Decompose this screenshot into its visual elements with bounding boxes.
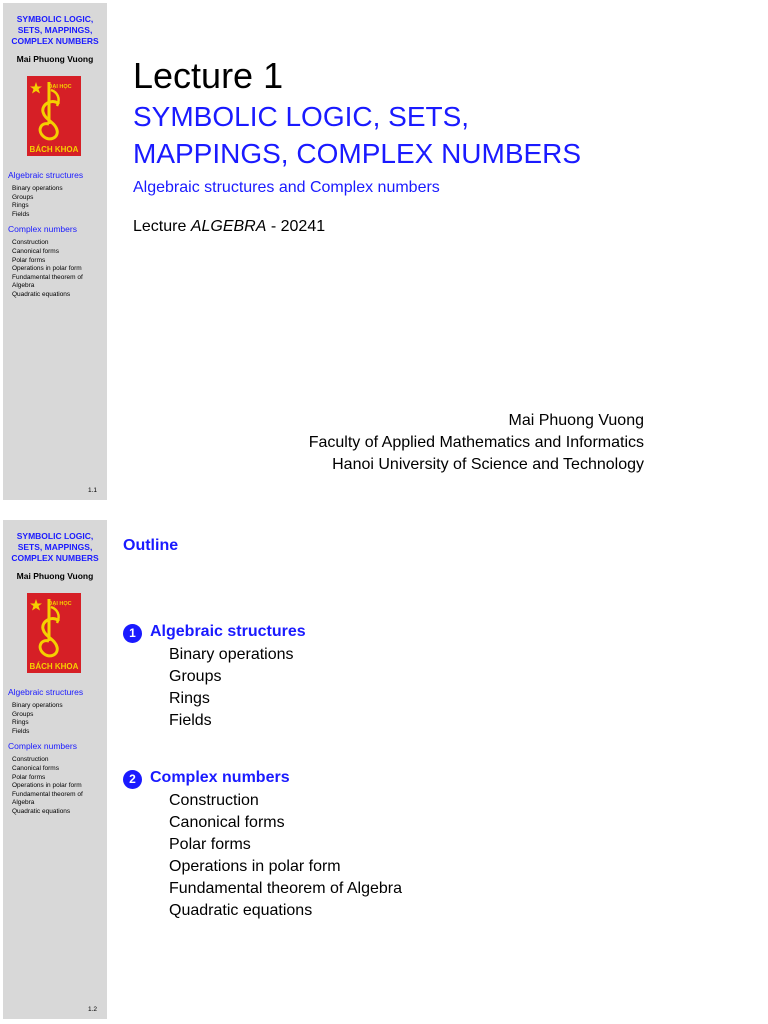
sidebar-title-line: SYMBOLIC LOGIC, [16, 14, 94, 24]
sidebar-nav [8, 169, 104, 300]
sidebar-subitems [8, 185, 104, 219]
sidebar-title-line: SETS, MAPPINGS, [17, 25, 93, 35]
outline-section-label: Complex numbers [150, 769, 290, 786]
outline-title: Outline [123, 537, 179, 554]
sidebar-item-quadratic-equations[interactable]: Quadratic equations [12, 807, 71, 815]
course-prefix: Lecture [133, 218, 191, 235]
logo-text-top: ĐẠI HỌC [48, 84, 72, 90]
page-number: 1.2 [87, 1006, 97, 1013]
sidebar-item-fields[interactable]: Fields [12, 210, 30, 218]
sidebar-item-rings[interactable]: Rings [12, 719, 29, 727]
outline-item-canonical-forms[interactable]: Canonical forms [169, 814, 285, 831]
university-name: Hanoi University of Science and Technology [332, 456, 644, 473]
outline-item-rings[interactable]: Rings [169, 690, 210, 707]
sidebar-section-complex-numbers[interactable]: Complex numbers [8, 741, 77, 752]
sidebar-title [3, 531, 107, 564]
course-line [133, 218, 325, 236]
sidebar-title [3, 14, 107, 47]
university-logo [27, 76, 81, 156]
sidebar-item-canonical-forms[interactable]: Canonical forms [12, 247, 59, 255]
sidebar-section-algebraic-structures[interactable]: Algebraic structures [8, 687, 84, 697]
lecture-subtitle: Algebraic structures and Complex numbers [133, 179, 440, 196]
sidebar-item-fields[interactable]: Fields [12, 727, 30, 735]
outline-item-binary-operations[interactable]: Binary operations [169, 646, 294, 663]
sidebar-item-polar-forms[interactable]: Polar forms [12, 773, 46, 781]
sidebar-item-groups[interactable]: Groups [12, 193, 34, 201]
sidebar-item-quadratic-equations[interactable]: Quadratic equations [12, 290, 71, 298]
outline-items [169, 790, 402, 922]
sidebar-title-line: SETS, MAPPINGS, [17, 542, 93, 552]
outline-item-fields[interactable]: Fields [169, 712, 212, 729]
outline-item-quadratic-equations[interactable]: Quadratic equations [169, 902, 313, 919]
sidebar-section-complex-numbers[interactable]: Complex numbers [8, 224, 77, 235]
outline-item-operations-polar[interactable]: Operations in polar form [169, 858, 341, 875]
sidebar-subitems [8, 756, 104, 816]
sidebar-item-fundamental-theorem[interactable]: Fundamental theorem of Algebra [12, 273, 83, 290]
subject-line: SYMBOLIC LOGIC, SETS, [133, 101, 470, 132]
outline-item-polar-forms[interactable]: Polar forms [169, 836, 251, 853]
subject-line: MAPPINGS, COMPLEX NUMBERS [133, 138, 582, 169]
lecture-subject [133, 98, 581, 172]
slide-content [107, 520, 768, 1019]
outline-section-label: Algebraic structures [150, 623, 306, 640]
sidebar-item-binary-operations[interactable]: Binary operations [12, 185, 63, 192]
faculty-name: Faculty of Applied Mathematics and Informatics [308, 434, 644, 451]
outline-items [169, 644, 294, 732]
outline-item-groups[interactable]: Groups [169, 668, 222, 685]
sidebar-subitems [8, 239, 104, 299]
course-suffix: - 20241 [266, 218, 326, 235]
sidebar-item-fundamental-theorem[interactable]: Fundamental theorem of Algebra [12, 790, 83, 807]
logo-text-bottom: BÁCH KHOA [29, 662, 79, 671]
logo-text-bottom: BÁCH KHOA [29, 145, 79, 154]
author-block [309, 410, 644, 476]
sidebar-item-rings[interactable]: Rings [12, 202, 29, 210]
sidebar [3, 520, 107, 1019]
outline-item-fundamental-theorem[interactable]: Fundamental theorem of Algebra [169, 880, 403, 897]
sidebar-item-polar-forms[interactable]: Polar forms [12, 256, 46, 264]
sidebar-item-canonical-forms[interactable]: Canonical forms [12, 764, 59, 772]
section-number-badge: 2 [123, 770, 142, 789]
outline-section-algebraic-structures[interactable] [123, 623, 306, 643]
section-number-badge: 1 [123, 624, 142, 643]
sidebar-item-groups[interactable]: Groups [12, 710, 34, 718]
sidebar-item-binary-operations[interactable]: Binary operations [12, 702, 63, 709]
sidebar-title-line: SYMBOLIC LOGIC, [16, 531, 94, 541]
slide-1 [3, 3, 768, 500]
sidebar-nav [8, 686, 104, 817]
sidebar-author: Mai Phuong Vuong [16, 54, 94, 64]
course-name: ALGEBRA [190, 218, 267, 235]
outline-section-complex-numbers[interactable] [123, 769, 290, 789]
slide-content [107, 3, 768, 500]
sidebar-title-line: COMPLEX NUMBERS [11, 36, 99, 46]
outline-item-construction[interactable]: Construction [169, 792, 259, 809]
lecture-title: Lecture 1 [133, 55, 284, 96]
sidebar-item-operations-polar[interactable]: Operations in polar form [12, 265, 82, 273]
slide-2 [3, 520, 768, 1019]
sidebar-item-construction[interactable]: Construction [12, 239, 49, 247]
sidebar [3, 3, 107, 500]
sidebar-title-line: COMPLEX NUMBERS [11, 553, 99, 563]
page-number: 1.1 [87, 487, 97, 494]
logo-text-top: ĐẠI HỌC [48, 601, 72, 607]
university-logo [27, 593, 81, 673]
sidebar-author: Mai Phuong Vuong [16, 571, 94, 581]
author-name: Mai Phuong Vuong [508, 412, 644, 429]
sidebar-item-construction[interactable]: Construction [12, 756, 49, 764]
sidebar-section-algebraic-structures[interactable]: Algebraic structures [8, 170, 84, 180]
sidebar-item-operations-polar[interactable]: Operations in polar form [12, 782, 82, 790]
sidebar-subitems [8, 702, 104, 736]
